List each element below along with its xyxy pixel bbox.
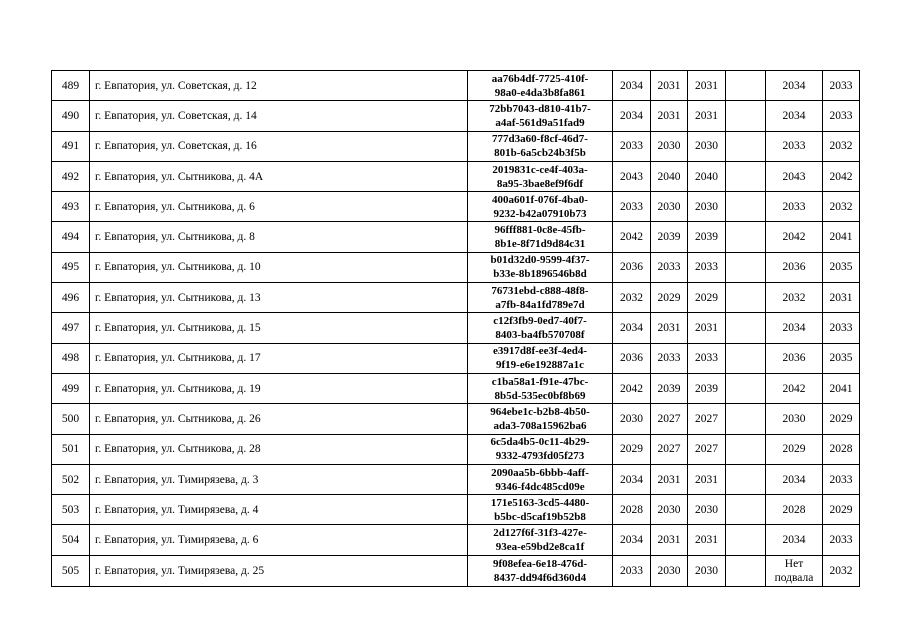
year-cell-5: 2032 <box>823 192 860 222</box>
year-cell-1: 2036 <box>613 252 651 282</box>
object-code-line-1: 777d3a60-f8cf-46d7- <box>492 133 588 146</box>
object-code-line-1: b01d32d0-9599-4f37- <box>490 254 590 267</box>
row-number-cell: 493 <box>52 192 90 222</box>
year-cell-1: 2032 <box>613 283 651 313</box>
year-cell-4: 2036 <box>766 252 823 282</box>
object-code-cell <box>468 434 613 464</box>
year-cell-5: 2033 <box>823 71 860 101</box>
object-code-cell <box>468 252 613 282</box>
year-cell-5: 2042 <box>823 161 860 191</box>
year-cell-1: 2034 <box>613 464 651 494</box>
year-cell-4: 2032 <box>766 283 823 313</box>
year-cell-1: 2029 <box>613 434 651 464</box>
object-code-cell <box>468 373 613 403</box>
empty-cell <box>726 192 766 222</box>
empty-cell <box>726 283 766 313</box>
year-cell-5: 2032 <box>823 131 860 161</box>
year-cell-2: 2030 <box>651 495 688 525</box>
year-cell-2: 2027 <box>651 434 688 464</box>
object-code-line-2: ada3-708a15962ba6 <box>493 419 587 432</box>
year-cell-4: 2034 <box>766 71 823 101</box>
address-cell: г. Евпатория, ул. Тимирязева, д. 4 <box>90 495 468 525</box>
empty-cell <box>726 101 766 131</box>
year-cell-4: 2034 <box>766 313 823 343</box>
object-code-line-1: c1ba58a1-f91e-47bc- <box>491 375 589 388</box>
object-code-line-2: 9332-4793fd05f273 <box>495 450 585 463</box>
empty-cell <box>726 313 766 343</box>
row-number-cell: 502 <box>52 464 90 494</box>
row-number-cell: 497 <box>52 313 90 343</box>
year-cell-2: 2031 <box>651 101 688 131</box>
year-cell-5: 2033 <box>823 313 860 343</box>
year-cell-2: 2031 <box>651 313 688 343</box>
object-code-line-1: 76731ebd-c888-48f8- <box>491 284 589 297</box>
object-code-cell <box>468 525 613 555</box>
row-number-cell: 492 <box>52 161 90 191</box>
year-cell-1: 2034 <box>613 525 651 555</box>
object-code-line-2: 8403-ba4fb570708f <box>495 329 585 342</box>
object-code-line-2: 8a95-3bae8ef9f6df <box>496 177 584 190</box>
address-cell: г. Евпатория, ул. Сытникова, д. 8 <box>90 222 468 252</box>
year-cell-4: 2028 <box>766 495 823 525</box>
row-number-cell: 495 <box>52 252 90 282</box>
row-number-cell: 499 <box>52 373 90 403</box>
address-cell: г. Евпатория, ул. Сытникова, д. 13 <box>90 283 468 313</box>
table-row <box>52 252 860 282</box>
row-number-cell: 504 <box>52 525 90 555</box>
year-cell-5: 2028 <box>823 434 860 464</box>
object-code-cell <box>468 343 613 373</box>
year-cell-2: 2040 <box>651 161 688 191</box>
object-code-line-2: 98a0-e4da3b8fa861 <box>494 86 586 99</box>
year-cell-1: 2034 <box>613 101 651 131</box>
address-cell: г. Евпатория, ул. Советская, д. 12 <box>90 71 468 101</box>
year-cell-5: 2029 <box>823 404 860 434</box>
year-cell-3: 2031 <box>688 313 726 343</box>
year-cell-4: 2036 <box>766 343 823 373</box>
table-row <box>52 161 860 191</box>
object-code-cell <box>468 495 613 525</box>
year-cell-5: 2029 <box>823 495 860 525</box>
housing-register-table <box>51 70 860 587</box>
year-cell-5: 2033 <box>823 525 860 555</box>
empty-cell <box>726 343 766 373</box>
empty-cell <box>726 464 766 494</box>
empty-cell <box>726 434 766 464</box>
object-code-line-1: c12f3fb9-0ed7-40f7- <box>493 315 587 328</box>
object-code-line-1: 96fff881-0c8e-45fb- <box>494 224 586 237</box>
object-code-cell <box>468 222 613 252</box>
year-cell-1: 2034 <box>613 71 651 101</box>
table-row <box>52 131 860 161</box>
object-code-line-1: 171e5163-3cd5-4480- <box>490 496 590 509</box>
table-body <box>52 71 860 587</box>
year-cell-2: 2033 <box>651 252 688 282</box>
row-number-cell: 496 <box>52 283 90 313</box>
year-cell-5: 2041 <box>823 222 860 252</box>
year-cell-1: 2033 <box>613 131 651 161</box>
object-code-line-1: aa76b4df-7725-410f- <box>491 72 589 85</box>
address-cell: г. Евпатория, ул. Сытникова, д. 17 <box>90 343 468 373</box>
object-code-cell <box>468 464 613 494</box>
object-code-line-2: 801b-6a5cb24b3f5b <box>494 147 586 160</box>
year-cell-2: 2031 <box>651 525 688 555</box>
year-cell-3: 2033 <box>688 252 726 282</box>
table-row <box>52 555 860 586</box>
year-cell-5: 2031 <box>823 283 860 313</box>
row-number-cell: 500 <box>52 404 90 434</box>
year-cell-1: 2043 <box>613 161 651 191</box>
table-row <box>52 404 860 434</box>
address-cell: г. Евпатория, ул. Сытникова, д. 19 <box>90 373 468 403</box>
year-cell-4: 2042 <box>766 222 823 252</box>
address-cell: г. Евпатория, ул. Сытникова, д. 4А <box>90 161 468 191</box>
year-cell-2: 2027 <box>651 404 688 434</box>
year-cell-3: 2033 <box>688 343 726 373</box>
object-code-cell <box>468 101 613 131</box>
address-cell: г. Евпатория, ул. Советская, д. 16 <box>90 131 468 161</box>
object-code-line-2: 9346-f4dc485cd09e <box>495 480 585 493</box>
object-code-line-1: 72bb7043-d810-41b7- <box>489 102 591 115</box>
address-cell: г. Евпатория, ул. Тимирязева, д. 3 <box>90 464 468 494</box>
table-row <box>52 313 860 343</box>
year-cell-2: 2033 <box>651 343 688 373</box>
address-cell: г. Евпатория, ул. Тимирязева, д. 6 <box>90 525 468 555</box>
year-cell-1: 2033 <box>613 555 651 586</box>
year-cell-1: 2033 <box>613 192 651 222</box>
address-cell: г. Евпатория, ул. Сытникова, д. 15 <box>90 313 468 343</box>
row-number-cell: 490 <box>52 101 90 131</box>
object-code-line-1: 964ebe1c-b2b8-4b50- <box>490 405 590 418</box>
object-code-cell <box>468 161 613 191</box>
year-cell-4: 2030 <box>766 404 823 434</box>
address-cell: г. Евпатория, ул. Сытникова, д. 6 <box>90 192 468 222</box>
year-cell-3: 2031 <box>688 71 726 101</box>
object-code-line-2: a4af-561d9a51fad9 <box>495 116 585 129</box>
empty-cell <box>726 131 766 161</box>
year-cell-5: 2035 <box>823 252 860 282</box>
year-cell-1: 2030 <box>613 404 651 434</box>
address-cell: г. Евпатория, ул. Сытникова, д. 26 <box>90 404 468 434</box>
object-code-cell <box>468 555 613 586</box>
empty-cell <box>726 373 766 403</box>
empty-cell <box>726 161 766 191</box>
address-cell: г. Евпатория, ул. Советская, д. 14 <box>90 101 468 131</box>
table-row <box>52 464 860 494</box>
year-cell-3: 2039 <box>688 222 726 252</box>
object-code-line-1: 2d127f6f-31f3-427e- <box>493 527 587 540</box>
empty-cell <box>726 252 766 282</box>
row-number-cell: 505 <box>52 555 90 586</box>
empty-cell <box>726 222 766 252</box>
empty-cell <box>726 404 766 434</box>
object-code-line-1: 2090aa5b-6bbb-4aff- <box>491 466 589 479</box>
object-code-line-1: 400a601f-076f-4ba0- <box>492 193 588 206</box>
year-cell-3: 2029 <box>688 283 726 313</box>
table-row <box>52 192 860 222</box>
address-cell: г. Евпатория, ул. Тимирязева, д. 25 <box>90 555 468 586</box>
table-row <box>52 71 860 101</box>
row-number-cell: 503 <box>52 495 90 525</box>
object-code-cell <box>468 192 613 222</box>
year-cell-2: 2030 <box>651 192 688 222</box>
year-cell-3: 2027 <box>688 434 726 464</box>
year-cell-3: 2027 <box>688 404 726 434</box>
object-code-cell <box>468 71 613 101</box>
year-cell-4: 2034 <box>766 525 823 555</box>
year-cell-2: 2030 <box>651 131 688 161</box>
year-cell-3: 2030 <box>688 131 726 161</box>
empty-cell <box>726 525 766 555</box>
year-cell-4: Нет подвала <box>766 555 823 586</box>
year-cell-1: 2042 <box>613 373 651 403</box>
year-cell-4: 2034 <box>766 101 823 131</box>
object-code-line-1: e3917d8f-ee3f-4ed4- <box>492 345 588 358</box>
object-code-line-1: 2019831c-ce4f-403a- <box>492 163 588 176</box>
empty-cell <box>726 71 766 101</box>
object-code-line-1: 9f08efea-6e18-476d- <box>492 557 588 570</box>
row-number-cell: 491 <box>52 131 90 161</box>
table-row <box>52 101 860 131</box>
object-code-cell <box>468 313 613 343</box>
year-cell-1: 2028 <box>613 495 651 525</box>
table-row <box>52 343 860 373</box>
year-cell-1: 2034 <box>613 313 651 343</box>
object-code-line-2: 8437-dd94f6d360d4 <box>493 571 587 584</box>
year-cell-2: 2031 <box>651 71 688 101</box>
year-cell-1: 2042 <box>613 222 651 252</box>
year-cell-4: 2043 <box>766 161 823 191</box>
empty-cell <box>726 555 766 586</box>
year-cell-4: 2033 <box>766 131 823 161</box>
object-code-line-2: 93ea-e59bd2e8ca1f <box>495 541 585 554</box>
object-code-cell <box>468 404 613 434</box>
table-row <box>52 495 860 525</box>
year-cell-1: 2036 <box>613 343 651 373</box>
year-cell-5: 2041 <box>823 373 860 403</box>
year-cell-4: 2042 <box>766 373 823 403</box>
year-cell-4: 2033 <box>766 192 823 222</box>
year-cell-2: 2039 <box>651 373 688 403</box>
object-code-cell <box>468 283 613 313</box>
year-cell-3: 2031 <box>688 464 726 494</box>
year-cell-3: 2040 <box>688 161 726 191</box>
object-code-line-1: 6c5da4b5-0c11-4b29- <box>490 436 590 449</box>
year-cell-2: 2039 <box>651 222 688 252</box>
year-cell-3: 2030 <box>688 495 726 525</box>
table-row <box>52 525 860 555</box>
year-cell-5: 2033 <box>823 101 860 131</box>
year-cell-5: 2033 <box>823 464 860 494</box>
year-cell-4: 2029 <box>766 434 823 464</box>
year-cell-3: 2031 <box>688 101 726 131</box>
year-cell-3: 2030 <box>688 192 726 222</box>
object-code-line-2: b5bc-d5caf19b52b8 <box>494 510 586 523</box>
year-cell-5: 2035 <box>823 343 860 373</box>
table-row <box>52 373 860 403</box>
year-cell-2: 2030 <box>651 555 688 586</box>
address-cell: г. Евпатория, ул. Сытникова, д. 28 <box>90 434 468 464</box>
year-cell-5: 2032 <box>823 555 860 586</box>
empty-cell <box>726 495 766 525</box>
object-code-line-2: 9232-b42a07910b73 <box>493 207 587 220</box>
row-number-cell: 494 <box>52 222 90 252</box>
object-code-line-2: b33e-8b1896546b8d <box>493 268 587 281</box>
row-number-cell: 501 <box>52 434 90 464</box>
year-cell-2: 2029 <box>651 283 688 313</box>
address-cell: г. Евпатория, ул. Сытникова, д. 10 <box>90 252 468 282</box>
table-row <box>52 434 860 464</box>
object-code-line-2: a7fb-84a1fd789e7d <box>495 298 585 311</box>
object-code-line-2: 8b1e-8f71d9d84c31 <box>494 238 586 251</box>
table-row <box>52 283 860 313</box>
table-row <box>52 222 860 252</box>
year-cell-3: 2031 <box>688 525 726 555</box>
year-cell-4: 2034 <box>766 464 823 494</box>
year-cell-3: 2039 <box>688 373 726 403</box>
object-code-line-2: 8b5d-535ec0bf8b69 <box>494 389 586 402</box>
object-code-line-2: 9f19-e6e192887a1c <box>496 359 584 372</box>
row-number-cell: 489 <box>52 71 90 101</box>
year-cell-3: 2030 <box>688 555 726 586</box>
year-cell-2: 2031 <box>651 464 688 494</box>
row-number-cell: 498 <box>52 343 90 373</box>
object-code-cell <box>468 131 613 161</box>
